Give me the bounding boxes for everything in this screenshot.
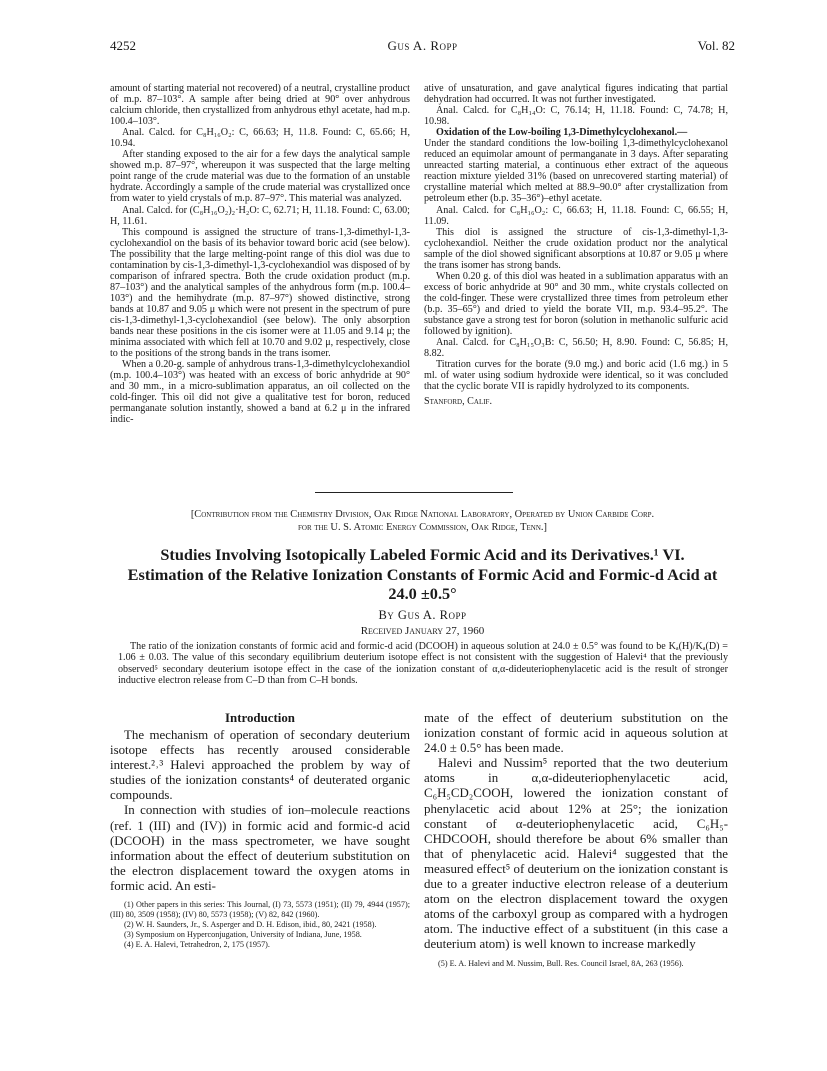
received-date: Received January 27, 1960 [360,625,485,637]
paragraph: Under the standard conditions the low-boiling 1,3-dimethylcyclohexanol reduced an equimolar amount of permanganate in 3 days. After separating unreacted starting material, a continuous ether extract of the aqueous reaction mixture yielded 31% (based on unrecovered starting material) of crystalline material which melted at 88.9–90.0° after crystallization from petroleum ether (b.p. 35–36°)–ethyl acetate. [424,138,728,205]
location-signature: Stanford, Calif. [424,396,492,408]
page-number: 4252 [110,38,136,53]
paragraph: When 0.20 g. of this diol was heated in a sublimation apparatus with an excess of boric anhydride at 90° and 30 mm., white crystals collected on the cold-finger. These were crystallized three times from petroleum ether (b.p. 35–65°) and dried to yield the borate VII, m.p. 93.4–95.2°. The substance gave a strong test for boron (solution in methanolic sulfuric acid followed by ignition). [424,270,728,338]
paragraph: ative of unsaturation, and gave analytical figures indicating that partial dehydration had occurred. It was not further investigated. [424,83,728,106]
paragraph: In connection with studies of ion–molecule reactions (ref. 1 (III) and (IV)) in formic acid and formic-d acid (DCOOH) in the mass spectrometer, we have sought information about the effect of deuterium substitution on the electron displacement toward the oxygen atoms in formic acid. An esti- [110,803,410,893]
footnotes [110,900,410,950]
analysis-line: Anal. Calcd. for (C₈H₁₆O₂)₂·H₂O: C, 62.71; H, 11.18. Found: C, 63.00; H, 11.61. [110,204,410,227]
footnote: (5) E. A. Halevi and M. Nussim, Bull. Res. Council Israel, 8A, 263 (1956). [438,958,684,968]
abstract: The ratio of the ionization constants of formic acid and formic-d acid (DCOOH) in aqueous solution at 24.0 ± 0.5° was found to be Kₐ(H)/Kₐ(D) = 1.06 ± 0.03. The value of this secondary equilibrium deuterium isotope effect is not consistent with the suggestion of Halevi⁴ that the previously observed⁵ secondary deuterium isotope effect in the case of the ionization constant of α,α-dideuteriophenylacetic acid is the result of stronger inductive electron release from C–D than from C–H bonds. [118,641,728,686]
running-author: Gus A. Ropp [387,38,458,53]
analysis-line: Anal. Calcd. for C₈H₁₄O: C, 76.14; H, 11.18. Found: C, 74.78; H, 10.98. [424,105,728,128]
paragraph: amount of starting material not recovered) of a neutral, crystalline product of m.p. 87–103°. A sample after being dried at 90° over anhydrous calcium chloride, then crystallized from anhydrous ethyl acetate, had m.p. 100.4–103°. [110,83,410,128]
paragraph: After standing exposed to the air for a few days the analytical sample showed m.p. 87–97°, whereupon it was suspected that the large melting point range of the crude material was due to the formation of an unstable hydrate. Accordingly a sample of the crude material was crystallized once from water to yield crystals of m.p. 87–97°. This material was analyzed. [110,149,410,205]
analysis-line: Anal. Calcd. for C₈H₁₆O₂: C, 66.63; H, 11.18. Found: C, 66.55; H, 11.09. [424,204,728,227]
title-line: Studies Involving Isotopically Labeled Formic Acid and its Derivatives.¹ VI. [160,545,685,564]
paragraph: When a 0.20-g. sample of anhydrous trans-1,3-dimethylcyclohexandiol (m.p. 100.4–103°) was heated with an excess of boric anhydride at 90° and 30 mm., in a micro-sublimation apparatus, an oil collected on the cold-finger. This oil did not give a qualitative test for boron, reduced permanganate solution instantly, showed a band at 6.2 μ in the infrared indic- [110,359,410,426]
title-line: 24.0 ±0.5° [388,584,457,603]
paragraph: This compound is assigned the structure of trans-1,3-dimethyl-1,3-cyclohexandiol on the basis of its behavior toward boric acid (see below). The possibility that the large melting-point range of this diol was due to contamination by cis-1,3-dimethyl-1,3-cyclohexandiol was disposed of by comparison of infrared spectra. Both the crude oxidation product (m.p. 87–103°) and the analytical samples of the anhydrous form (m.p. 100.4–103°) and the hemihydrate (m.p. 87–97°) showed distinctive, strong bands at 10.87 and 9.05 μ which were not present in the spectrum of pure cis-1,3-dimethyl-1,3-cyclohexandiol (see below). The only absorption bands near these positions in the cis isomer were at 11.05 and 9.14 μ; the minima associated with which fell at 10.70 and 9.02 μ, respectively, close to the positions of the strong bands in the trans isomer. [110,226,410,360]
contribution-line: for the U. S. Atomic Energy Commission, Oak Ridge, Tenn.] [298,522,547,533]
paragraph: mate of the effect of deuterium substitution on the ionization constant of formic acid in aqueous solution at 24.0 ± 0.5° has been made. [424,711,728,756]
contribution-line: [Contribution from the Chemistry Division, Oak Ridge National Laboratory, Operated by Union Carbide Corp. [190,509,655,520]
footnote: (3) Symposium on Hyperconjugation, University of Indiana, June, 1958. [124,930,362,940]
paragraph: Halevi and Nussim⁵ reported that the two deuterium atoms in α,α-dideuteriophenylacetic acid, C₆H₅CD₂COOH, lowered the ionization constant of phenylacetic acid about 12% at 25°; the ionization constant of α-deuteriophenylacetic acid, C₆H₅-CHDCOOH, should therefore be about 6% smaller than that of phenylacetic acid. Halevi⁴ suggested that the measured effect⁵ of deuterium on the ionization constant is due to a greater inductive electron release of a deuterium atom on the electron displacement toward the oxygen atoms of the carboxyl group as compared with a hydrogen atom. The inductive effect of a substituent (in this case a deuterium atom) is well known to increase markedly [424,756,728,952]
section-run-in-heading [424,127,728,138]
section-divider [315,492,513,493]
paragraph: Titration curves for the borate (9.0 mg.) and boric acid (1.6 mg.) in 5 ml. of water using sodium hydroxide were identical, so it was concluded that the cyclic borate VII is rapidly hydrolyzed to its components. [424,359,728,393]
paragraph: The mechanism of operation of secondary deuterium isotope effects has recently aroused considerable interest.²˒³ Halevi approached the problem by way of studies of the ionization constants⁴ of deuterated organic compounds. [110,728,410,803]
analysis-line: Anal. Calcd. for C₈H₁₆O₂: C, 66.63; H, 11.8. Found: C, 65.66; H, 10.94. [110,127,410,150]
footnotes [424,959,728,969]
title-line: Estimation of the Relative Ionization Constants of Formic Acid and Formic-d Acid at [127,564,718,584]
run-in-heading-text: Oxidation of the Low-boiling 1,3-Dimethylcyclohexanol.— [436,127,688,139]
contribution-note [110,508,735,534]
body-right-column [424,711,728,969]
footnote: (2) W. H. Saunders, Jr., S. Asperger and D. H. Edison, ibid., 80, 2421 (1958). [124,920,377,930]
top-right-column [424,83,728,407]
paragraph: This diol is assigned the structure of cis-1,3-dimethyl-1,3-cyclohexandiol. Neither the crude oxidation product nor the analytical sample of the diol showed significant absorptions at 10.87 or 9.05 μ where the trans isomer has strong bands. [424,226,728,271]
article-title [110,545,735,604]
top-left-column [110,83,410,425]
body-left-column [110,711,410,950]
section-heading: Introduction [225,711,295,725]
volume-label: Vol. 82 [697,38,735,53]
analysis-line: Anal. Calcd. for C₈H₁₅O₃B: C, 56.50; H, 8.90. Found: C, 56.85; H, 8.82. [424,337,728,360]
page-header [110,38,735,54]
footnote: (4) E. A. Halevi, Tetrahedron, 2, 175 (1957). [124,940,270,950]
author-byline: By Gus A. Ropp [378,608,467,622]
footnote: (1) Other papers in this series: This Journal, (I) 73, 5573 (1951); (II) 79, 4944 (1957); (III) 80, 3509 (1958); (IV) 80, 5573 (1958); (V) 82, 842 (1960). [110,900,410,920]
